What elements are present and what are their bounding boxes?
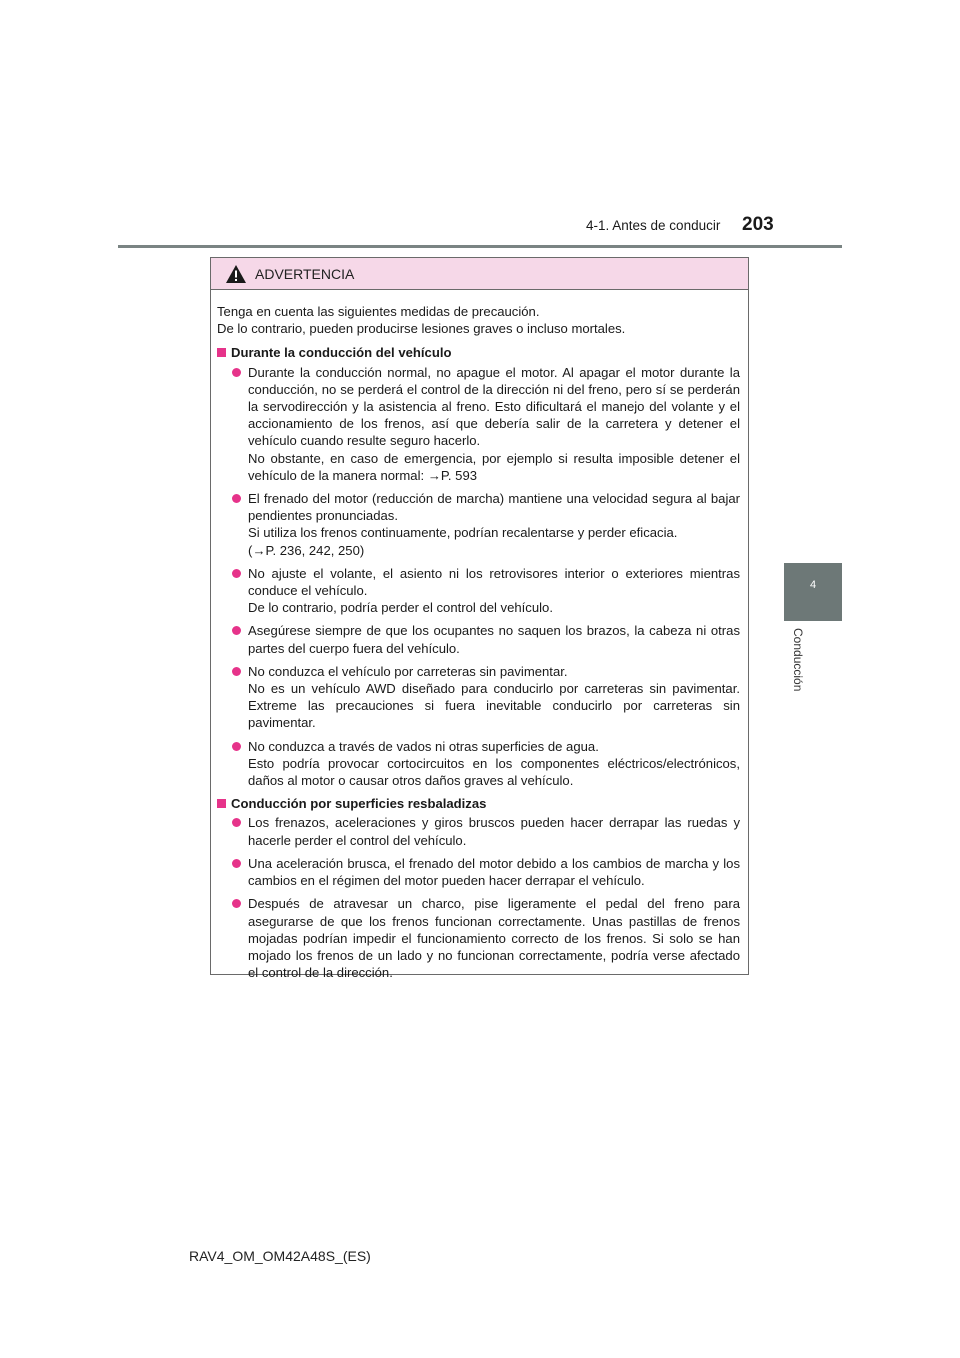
list-item [232, 490, 740, 559]
list-item [232, 814, 740, 848]
section-heading-text: Durante la conducción del vehículo [231, 345, 452, 361]
list-item-text: De lo contrario, podría perder el control del vehículo. [248, 600, 553, 616]
list-item [232, 565, 740, 617]
warning-header [211, 258, 748, 290]
section-heading-text: Conducción por superficies resbaladizas [231, 796, 487, 812]
list-item [232, 622, 740, 656]
chapter-tab [784, 563, 842, 621]
list-item-text: Una aceleración brusca, el frenado del motor debido a los cambios de marcha y los cambios en el régimen del motor pueden hacer derrapar el vehículo. [248, 855, 740, 889]
section-heading [217, 344, 740, 361]
bullet-dot-icon [232, 742, 241, 751]
list-item-text: Asegúrese siempre de que los ocupantes no saquen los brazos, la cabeza ni otras partes del cuerpo fuera del vehículo. [248, 623, 740, 656]
document-code: RAV4_OM_OM42A48S_(ES) [189, 1248, 371, 1264]
list-item-text: Si utiliza los frenos continuamente, podrían recalentarse y perder eficacia. [248, 525, 678, 541]
list-item-text: Después de atravesar un charco, pise ligeramente el pedal del freno para asegurarse de que los frenos funcionan correctamente. Unas pastillas de frenos mojadas podrían impedir el funcionamiento correcto de los frenos. Si solo se han mojado los frenos de un lado y no funcionan correctamente, podría verse afectado el control de la dirección. [248, 896, 740, 981]
chapter-number: 4 [809, 579, 817, 591]
section-title: 4-1. Antes de conducir [586, 218, 721, 233]
list-item-text: No es un vehículo AWD diseñado para conducirlo por carreteras sin pavimentar. Extreme las precauciones si fuera inevitable conducirlo por carreteras sin pavimentar. [248, 681, 740, 731]
list-item [232, 663, 740, 732]
list-item [232, 895, 740, 981]
square-bullet-icon [217, 348, 226, 357]
warning-title: ADVERTENCIA [255, 265, 355, 282]
section-heading [217, 795, 740, 812]
list-item-text: Esto podría provocar cortocircuitos en los componentes eléctricos/electrónicos, daños al motor o causar otros daños graves al vehículo. [248, 755, 740, 789]
bullet-dot-icon [232, 494, 241, 503]
list-item [232, 738, 740, 790]
list-item-text: Los frenazos, aceleraciones y giros bruscos pueden hacer derrapar las ruedas y hacerle perder el control del vehículo. [248, 815, 740, 848]
list-item-text: (→P. 236, 242, 250) [248, 542, 365, 558]
list-item-text: No obstante, en caso de emergencia, por ejemplo si resulta imposible detener el vehículo de la manera normal: →P. 593 [248, 450, 740, 483]
warning-box [210, 257, 749, 981]
bullet-dot-icon [232, 368, 241, 377]
bullet-dot-icon [232, 818, 241, 827]
square-bullet-icon [217, 799, 226, 808]
list-item-text: No ajuste el volante, el asiento ni los retrovisores interior o exteriores mientras conduce el vehículo. [248, 565, 740, 599]
bullet-dot-icon [232, 626, 241, 635]
bullet-dot-icon [232, 899, 241, 908]
bullet-dot-icon [232, 569, 241, 578]
chapter-label: Conducción [791, 628, 805, 692]
list-item [232, 855, 740, 889]
list-item-text: El frenado del motor (reducción de marcha) mantiene una velocidad segura al bajar pendientes pronunciadas. [248, 491, 740, 524]
warning-triangle-icon [225, 264, 247, 284]
header-rule [118, 245, 842, 248]
list-item-text: Durante la conducción normal, no apague el motor. Al apagar el motor durante la conducción, no se perderá el control de la dirección ni del freno, pero sí se perderán la servodirección y la asistencia al freno. Esto dificultará el manejo del volante y el accionamiento de los frenos, así que debería salir de la carretera y detener el vehículo cuando resulte seguro hacerlo. [248, 364, 740, 449]
list-item-text: No conduzca el vehículo por carreteras sin pavimentar. [248, 663, 568, 679]
intro-line: De lo contrario, pueden producirse lesiones graves o incluso mortales. [217, 321, 626, 337]
bullet-dot-icon [232, 859, 241, 868]
list-item-text: No conduzca a través de vados ni otras superficies de agua. [248, 738, 599, 754]
intro-line: Tenga en cuenta las siguientes medidas de precaución. [217, 304, 540, 319]
list-item [232, 364, 740, 484]
page-number: 203 [742, 214, 774, 235]
bullet-dot-icon [232, 667, 241, 676]
warning-body [211, 290, 748, 981]
